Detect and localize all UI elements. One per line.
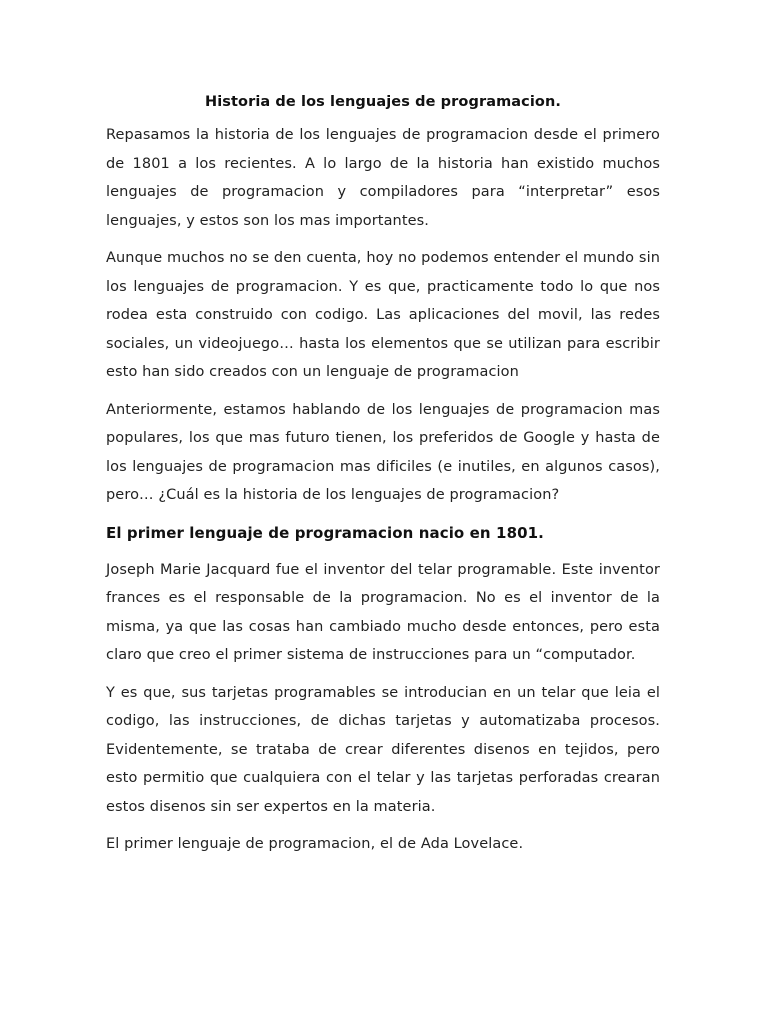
section-paragraph: Joseph Marie Jacquard fue el inventor del telar programable. Este inventor frances es el responsable de la programacion. No es el inventor de la misma, ya que las cosas han cambiado mucho desde entonces, pero esta claro que creo el primer sistema de instrucciones para un “computador. bbox=[106, 561, 660, 663]
intro-paragraph: Anteriormente, estamos hablando de los lenguajes de programacion mas populares, los que mas futuro tienen, los preferidos de Google y hasta de los lenguajes de programacion mas dificiles (e inutiles, en algunos casos), pero… ¿Cuál es la historia de los lenguajes de programacion? bbox=[106, 401, 660, 503]
intro-paragraph: Repasamos la historia de los lenguajes de programacion desde el primero de 1801 a los recientes. A lo largo de la historia han existido muchos lenguajes de programacion y compiladores para “interpretar” esos lenguajes, y estos son los mas importantes. bbox=[106, 127, 660, 229]
section-heading: El primer lenguaje de programacion nacio en 1801. bbox=[106, 523, 544, 542]
document-title: Historia de los lenguajes de programacion. bbox=[204, 94, 562, 110]
section-paragraph: Y es que, sus tarjetas programables se introducian en un telar que leia el codigo, las instrucciones, de dichas tarjetas y automatizaba procesos. Evidentemente, se trataba de crear diferentes disenos en tejidos, pero esto permitio que cualquiera con el telar y las tarjetas perforadas crearan estos disenos sin ser expertos en la materia. bbox=[106, 684, 660, 815]
closing-line: El primer lenguaje de programacion, el de Ada Lovelace. bbox=[106, 836, 524, 852]
intro-paragraph: Aunque muchos no se den cuenta, hoy no podemos entender el mundo sin los lenguajes de programacion. Y es que, practicamente todo lo que nos rodea esta construido con codigo. Las aplicaciones del movil, las redes sociales, un videojuego… hasta los elementos que se utilizan para escribir esto han sido creados con un lenguaje de programacion bbox=[106, 250, 660, 380]
document-body bbox=[106, 88, 660, 868]
